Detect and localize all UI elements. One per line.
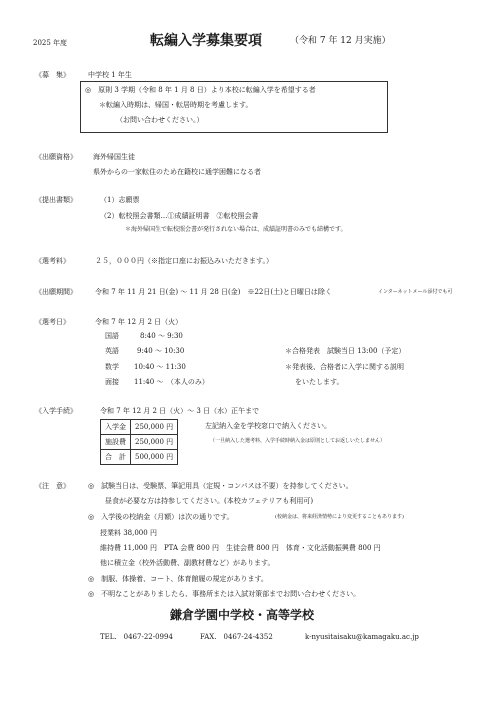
recruit-grade: 中学校 1 年生 [88, 71, 132, 79]
email-address: k-nyusitaisaku@kamagaku.ac.jp [305, 633, 419, 641]
exam-fee-text: ２５，０００円（※指定口座にお振込みいただきます。） [95, 257, 273, 265]
fee-amount: 250,000 円 [131, 420, 178, 435]
documents-line2: （2）転校照会書類…①成績証明書 ②転校照会書 [100, 212, 259, 220]
fee-name: 施設費 [101, 435, 131, 450]
enrollment-date: 令和 7 年 12 月 2 日（火）〜 3 日（水）正午まで [100, 407, 260, 415]
fee-amount: 500,000 円 [131, 450, 178, 465]
notes-fees: 維持費 11,000 円 PTA 会費 800 円 生徒会費 800 円 体育・文化活動振興費 800 円 [100, 544, 381, 552]
table-row [101, 450, 178, 465]
enrollment-note: 左記納入金を学校窓口で納入ください。 [205, 422, 331, 430]
notes-line1: ◎ 試験当日は、受験票、筆記用具（定規・コンパスは不要）を持参してください。 [88, 482, 353, 490]
qualification-line1: 海外帰国生徒 [93, 153, 135, 161]
recruit-box-line3: （お問い合わせください。） [116, 116, 204, 124]
qualification-line2: 県外からの一家転住のため在籍校に通学困難になる者 [93, 168, 261, 176]
exam-time: 8:40 〜 9:30 [140, 332, 183, 340]
documents-note: ＊海外帰国生で転校照会書が発行されない場合は、成績証明書のみでも結構です。 [125, 226, 347, 233]
notes-line7: ◎ 制服、体操着、コート、体育館履の規定があります。 [88, 575, 268, 583]
school-name: 鎌倉学園中学校・高等学校 [170, 608, 315, 622]
exam-subject: 国語 [105, 332, 119, 340]
documents-line1: （1）志願票 [100, 196, 140, 204]
fee-name: 入学金 [101, 420, 131, 435]
fee-amount: 250,000 円 [131, 435, 178, 450]
exam-time: 9:40 〜 10:30 [137, 347, 185, 355]
fee-table [100, 419, 178, 465]
exam-date-label: 《選考日》 [35, 318, 70, 326]
table-row [101, 435, 178, 450]
recruit-box-line2: ＊転編入時期は、帰国・転居時期を考慮します。 [99, 101, 253, 109]
notes-label: 《注 意》 [35, 482, 70, 490]
fee-name: 合 計 [101, 450, 131, 465]
enrollment-label: 《入学手続》 [35, 407, 77, 415]
notes-tuition: 授業料 38,000 円 [100, 529, 157, 537]
enrollment-refund-note: （一旦納入した選考料、入学手続時納入金は原則としてお返しいたしません） [210, 438, 386, 444]
application-period-text: 令和 7 年 11 月 21 日(金) 〜 11 月 28 日(金) ※22日(土)と日曜日は除く [95, 288, 332, 296]
result-note: ＊発表後、合格者に入学に関する説明 [285, 363, 404, 371]
school-year: 2025 年度 [33, 39, 68, 47]
recruit-box [80, 81, 388, 133]
notes-line8: ◎ 不明なことがありましたら、事務所または入試対策部までお問い合わせください。 [88, 590, 361, 598]
exam-fee-label: 《選考料》 [35, 257, 70, 265]
implementation-date: （令和 7 年 12 月実施） [290, 36, 391, 46]
notes-line3-note: (校納金は、将来経済情勢により変更することもあります) [275, 514, 404, 520]
notes-reserve: 他に積立金（校外活動費、副教材費など）があります。 [100, 559, 275, 567]
qualification-label: 《出願資格》 [35, 153, 77, 161]
exam-time: 11:40 〜 （本人のみ） [134, 378, 209, 386]
page-title: 転編入学募集要項 [150, 33, 262, 49]
result-announcement: ＊合格発表 試験当日 13:00（予定） [285, 347, 406, 355]
recruit-box-line1: ◎ 原則 3 学期（令和 8 年 1 月 8 日）より本校に転編入学を希望する者 [85, 86, 316, 94]
exam-date: 令和 7 年 12 月 2 日（火） [95, 318, 183, 326]
exam-subject: 英語 [105, 347, 119, 355]
table-row [101, 420, 178, 435]
fax-number: FAX. 0467-24-4352 [200, 633, 273, 641]
application-period-label: 《出願期間》 [35, 288, 77, 296]
phone-number: TEL. 0467-22-0994 [100, 633, 173, 641]
exam-subject: 数学 [105, 363, 119, 371]
notes-line3: ◎ 入学後の校納金（月額）は次の通りです。 [88, 513, 234, 521]
result-note-cont: をいたします。 [295, 378, 344, 386]
recruit-label: 《募 集》 [35, 71, 70, 79]
documents-label: 《提出書類》 [35, 196, 77, 204]
notes-line2: 昼食が必要な方は持参してください。(本校カフェテリアも利用可) [105, 497, 314, 505]
exam-subject: 面接 [105, 378, 119, 386]
exam-time: 10:40 〜 11:30 [134, 363, 186, 371]
application-period-note: インターネットメール添付でも可 [378, 289, 453, 295]
